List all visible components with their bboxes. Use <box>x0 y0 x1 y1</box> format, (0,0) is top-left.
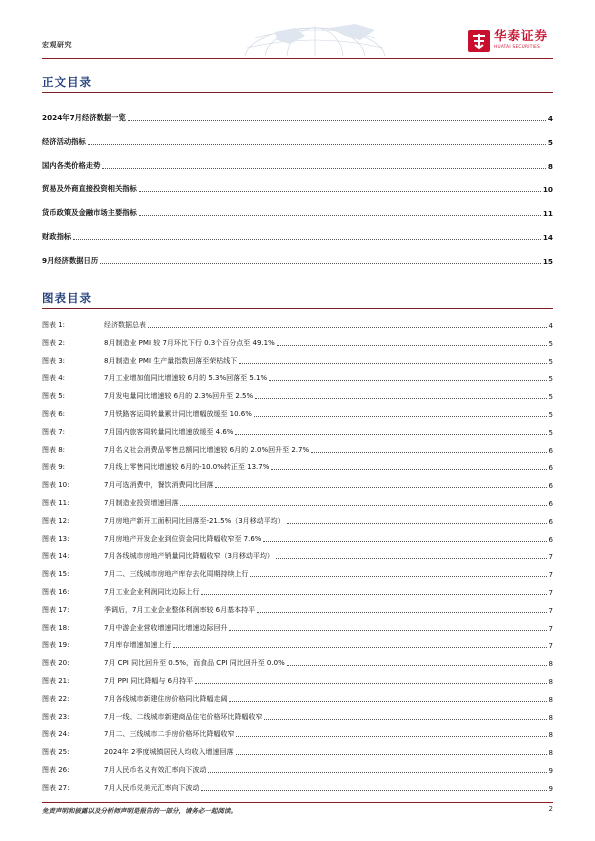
toc-entry[interactable] <box>42 181 553 194</box>
figure-leader-dots <box>229 701 546 702</box>
toc-leader-dots <box>88 144 546 145</box>
figure-entry-page: 6 <box>548 446 553 455</box>
figure-leader-dots <box>255 398 546 399</box>
figure-entry[interactable] <box>42 692 553 704</box>
figure-entry-page: 7 <box>548 624 553 633</box>
figure-entry-page: 6 <box>548 535 553 544</box>
figure-entry-page: 7 <box>548 642 553 651</box>
figure-entry-number: 图表 13: <box>42 534 70 543</box>
footer-divider <box>42 802 553 803</box>
figure-entry-page: 8 <box>548 695 553 704</box>
toc-entry[interactable] <box>42 205 553 218</box>
figure-entry-number: 图表 15: <box>42 570 70 579</box>
brand-name-cn: 华泰证券 <box>494 28 549 43</box>
toc-entry[interactable] <box>42 229 553 242</box>
figure-entry-number: 图表 14: <box>42 552 70 561</box>
figure-entry-number: 图表 1: <box>42 321 66 329</box>
figure-entry[interactable] <box>42 532 553 544</box>
figure-entry-label: 7月制造业投资增速回落 <box>104 499 179 507</box>
figure-leader-dots <box>254 416 547 417</box>
toc-entry[interactable] <box>42 158 553 171</box>
figure-entry[interactable] <box>42 549 553 561</box>
figure-leader-dots <box>229 630 546 631</box>
figure-entry[interactable] <box>42 567 553 579</box>
figure-entry-label: 7月库存增速加速上行 <box>104 641 172 650</box>
figure-entry[interactable] <box>42 603 553 615</box>
figure-entry-label: 7月名义社会消费品零售总额同比增速较 6月的 2.0%回升至 2.7% <box>104 445 310 454</box>
figure-entry-number: 图表 27: <box>42 783 70 792</box>
figure-entry-number: 图表 20: <box>42 659 70 668</box>
figure-entry-page: 6 <box>548 500 553 508</box>
figure-entry[interactable] <box>42 621 553 633</box>
figure-entry-number: 图表 7: <box>42 427 66 436</box>
toc-entry-page: 4 <box>547 114 553 123</box>
header-section-label: 宏观研究 <box>42 41 72 49</box>
figure-entry-number: 图表 5: <box>42 392 66 401</box>
toc-entry-label: 9月经济数据日历 <box>42 255 99 265</box>
figure-entry-page: 9 <box>548 767 553 775</box>
figure-entry-label: 季调后，7月工业企业整体利润率较 6月基本持平 <box>104 605 256 614</box>
figure-entry-page: 8 <box>548 713 553 722</box>
brand-logo <box>468 30 548 54</box>
figure-entry-page: 5 <box>548 375 553 384</box>
figures-title: 图表目录 <box>42 291 92 305</box>
toc-leader-dots <box>128 120 546 121</box>
figure-entry-label: 7月中游企业营收增速同比增速边际回升 <box>104 623 228 632</box>
figure-entry-number: 图表 2: <box>42 338 66 347</box>
figure-leader-dots <box>148 327 547 328</box>
figure-leader-dots <box>215 487 546 488</box>
toc-entry-page: 11 <box>542 209 553 219</box>
figure-leader-dots <box>173 647 546 648</box>
figure-leader-dots <box>180 505 546 506</box>
figure-entry-number: 图表 22: <box>42 694 70 703</box>
figure-entry-page: 5 <box>548 428 553 437</box>
figure-entry-number: 图表 24: <box>42 730 70 739</box>
figure-entry-label: 7月人民币名义有效汇率向下波动 <box>104 766 207 774</box>
figure-entry-number: 图表 4: <box>42 374 66 383</box>
toc-entry-page: 8 <box>547 161 553 171</box>
toc-entry-label: 财政指标 <box>42 232 72 241</box>
figure-entry-label: 7月各线城市新建住房价格同比降幅走阔 <box>104 694 228 703</box>
figure-entry-label: 7月铁路客运周转量累计同比增幅放缓至 10.6% <box>104 410 252 418</box>
figure-entry-number: 图表 17: <box>42 605 70 614</box>
figure-entry-number: 图表 6: <box>42 410 66 418</box>
figure-leader-dots <box>257 612 546 613</box>
figure-entry-label: 7月 PPI 同比降幅与 6月持平 <box>104 677 194 685</box>
figure-entry[interactable] <box>42 425 553 437</box>
figure-leader-dots <box>239 363 546 364</box>
toc-title: 正文目录 <box>42 75 92 89</box>
figure-entry[interactable] <box>42 371 553 383</box>
figure-entry-label: 7月可选消费中，餐饮消费同比回落 <box>104 481 214 490</box>
figure-leader-dots <box>264 719 546 720</box>
toc-title-divider <box>42 92 553 93</box>
toc-leader-dots <box>139 215 541 216</box>
figure-entry-number: 图表 16: <box>42 588 70 596</box>
figure-entry-page: 6 <box>548 464 553 473</box>
figure-entry-page: 5 <box>548 393 553 402</box>
figure-entry-page: 7 <box>548 606 553 615</box>
figure-leader-dots <box>311 452 546 453</box>
figure-entry[interactable] <box>42 318 553 330</box>
figure-entry-label: 7月各线城市房地产销量同比降幅收窄（3月移动平均） <box>104 552 274 561</box>
figure-leader-dots <box>195 683 546 684</box>
huatai-logo-icon <box>468 30 490 52</box>
figure-entry-number: 图表 3: <box>42 356 66 365</box>
figure-entry-page: 8 <box>548 678 553 686</box>
toc-leader-dots <box>100 263 541 264</box>
figure-entry[interactable] <box>42 656 553 668</box>
figure-entry-label: 8月制造业 PMI 较 7月环比下行 0.3个百分点至 49.1% <box>104 338 275 347</box>
toc-entry-label: 贸易及外商直接投资相关指标 <box>42 184 137 194</box>
toc-entry[interactable] <box>42 253 553 266</box>
figure-entry-label: 7月工业企业利润同比边际上行 <box>104 588 200 596</box>
figure-entry[interactable] <box>42 710 553 722</box>
figure-entry-number: 图表 21: <box>42 677 70 685</box>
figure-leader-dots <box>201 790 546 791</box>
toc-entry-page: 15 <box>542 256 553 266</box>
toc-entry[interactable] <box>42 110 553 123</box>
figure-entry-number: 图表 11: <box>42 499 70 507</box>
figures-title-divider <box>42 308 553 309</box>
figure-entry[interactable] <box>42 354 553 366</box>
figure-entry[interactable] <box>42 336 553 348</box>
figure-entry-number: 图表 26: <box>42 766 70 774</box>
figure-leader-dots <box>287 665 547 666</box>
figure-entry-page: 7 <box>548 571 553 580</box>
figure-entry-label: 2024年 2季度城镇居民人均收入增速回落 <box>104 748 234 757</box>
figure-entry-label: 7月发电量同比增速较 6月的 2.3%回升至 2.5% <box>104 392 254 401</box>
figure-entry[interactable] <box>42 389 553 401</box>
figure-entry[interactable] <box>42 478 553 490</box>
figure-leader-dots <box>263 541 546 542</box>
figure-entry-page: 7 <box>548 589 553 597</box>
figure-entry[interactable] <box>42 638 553 650</box>
figure-entry-label: 7月房地产新开工面积同比回落至-21.5%（3月移动平均） <box>104 516 285 525</box>
toc-entry-label: 经济活动指标 <box>42 136 86 146</box>
figure-entry-label: 7月人民币兑美元汇率向下波动 <box>104 783 200 792</box>
toc-entry-page: 14 <box>542 233 553 242</box>
toc-entry-page: 5 <box>547 137 553 147</box>
toc-leader-dots <box>73 239 541 240</box>
figure-leader-dots <box>269 380 546 381</box>
figure-entry-number: 图表 12: <box>42 516 70 525</box>
figure-entry-page: 6 <box>548 482 553 491</box>
figure-entry-page: 7 <box>548 553 553 562</box>
figure-entry-label: 7月二、三线城市房地产库存去化周期持续上行 <box>104 570 249 579</box>
figure-leader-dots <box>287 523 547 524</box>
figure-leader-dots <box>271 469 546 470</box>
figure-leader-dots <box>277 345 547 346</box>
figure-entry[interactable] <box>42 407 553 419</box>
page-number: 2 <box>548 805 553 813</box>
figure-entry[interactable] <box>42 443 553 455</box>
figure-entry[interactable] <box>42 460 553 472</box>
figure-entry-label: 经济数据总表 <box>104 321 146 329</box>
globe-decoration-icon <box>235 18 395 56</box>
figure-leader-dots <box>250 576 546 577</box>
toc-leader-dots <box>139 191 541 192</box>
figure-leader-dots <box>236 754 547 755</box>
toc-entry-label: 2024年7月经济数据一览 <box>42 113 126 122</box>
figure-entry-number: 图表 25: <box>42 748 70 757</box>
figure-entry[interactable] <box>42 585 553 597</box>
figure-leader-dots <box>236 736 546 737</box>
figure-leader-dots <box>201 594 546 595</box>
toc-entry-label: 货币政策及金融市场主要指标 <box>42 208 137 218</box>
figure-entry-page: 8 <box>548 749 553 758</box>
figure-entry[interactable] <box>42 745 553 757</box>
figure-entry-page: 5 <box>548 357 553 366</box>
figure-entry-number: 图表 23: <box>42 712 70 721</box>
figure-entry-label: 7月二、三线城市二手房价格环比降幅收窄 <box>104 730 235 739</box>
figure-entry-page: 5 <box>548 339 553 348</box>
figure-entry[interactable] <box>42 763 553 775</box>
figure-entry-label: 7月国内旅客周转量同比增速放缓至 4.6% <box>104 427 234 436</box>
figure-entry-page: 6 <box>548 517 553 526</box>
figure-entry-page: 8 <box>548 731 553 740</box>
figure-entry-label: 8月制造业 PMI 生产量指数回落至荣枯线下 <box>104 356 238 365</box>
toc-leader-dots <box>102 168 546 169</box>
figure-leader-dots <box>208 772 546 773</box>
figure-entry-label: 7月房地产开发企业到位资金同比降幅收窄至 7.6% <box>104 534 262 543</box>
figure-entry-label: 7月工业增加值同比增速较 6月的 5.3%回落至 5.1% <box>104 374 268 383</box>
figure-entry-page: 5 <box>548 411 553 419</box>
figure-entry[interactable] <box>42 496 553 508</box>
figure-entry-number: 图表 19: <box>42 641 70 650</box>
figure-entry-page: 4 <box>548 322 553 330</box>
figure-entry-number: 图表 18: <box>42 623 70 632</box>
header-divider <box>42 58 553 59</box>
toc-entry[interactable] <box>42 134 553 147</box>
figure-entry-page: 9 <box>548 784 553 793</box>
figure-entry-number: 图表 8: <box>42 445 66 454</box>
figure-leader-dots <box>276 558 547 559</box>
toc-entry-page: 10 <box>542 185 553 195</box>
figure-entry-label: 7月 CPI 同比回升至 0.5%，而食品 CPI 同比回升至 0.0% <box>104 659 285 668</box>
figure-leader-dots <box>235 434 546 435</box>
figure-entry[interactable] <box>42 674 553 686</box>
figure-entry-number: 图表 10: <box>42 481 70 490</box>
toc-entry-label: 国内各类价格走势 <box>42 160 101 170</box>
figure-entry-page: 8 <box>548 660 553 669</box>
brand-name-en: HUATAI SECURITIES <box>494 43 541 49</box>
figure-entry[interactable] <box>42 727 553 739</box>
figure-entry-label: 7月线上零售同比增速较 6月的-10.0%转正至 13.7% <box>104 463 270 472</box>
figure-entry[interactable] <box>42 781 553 793</box>
figure-entry-number: 图表 9: <box>42 463 66 472</box>
figure-entry[interactable] <box>42 514 553 526</box>
figure-entry-label: 7月一线、二线城市新建商品住宅价格环比降幅收窄 <box>104 712 263 721</box>
footer-disclaimer: 免责声明和披露以及分析师声明是报告的一部分，请务必一起阅读。 <box>42 807 237 815</box>
